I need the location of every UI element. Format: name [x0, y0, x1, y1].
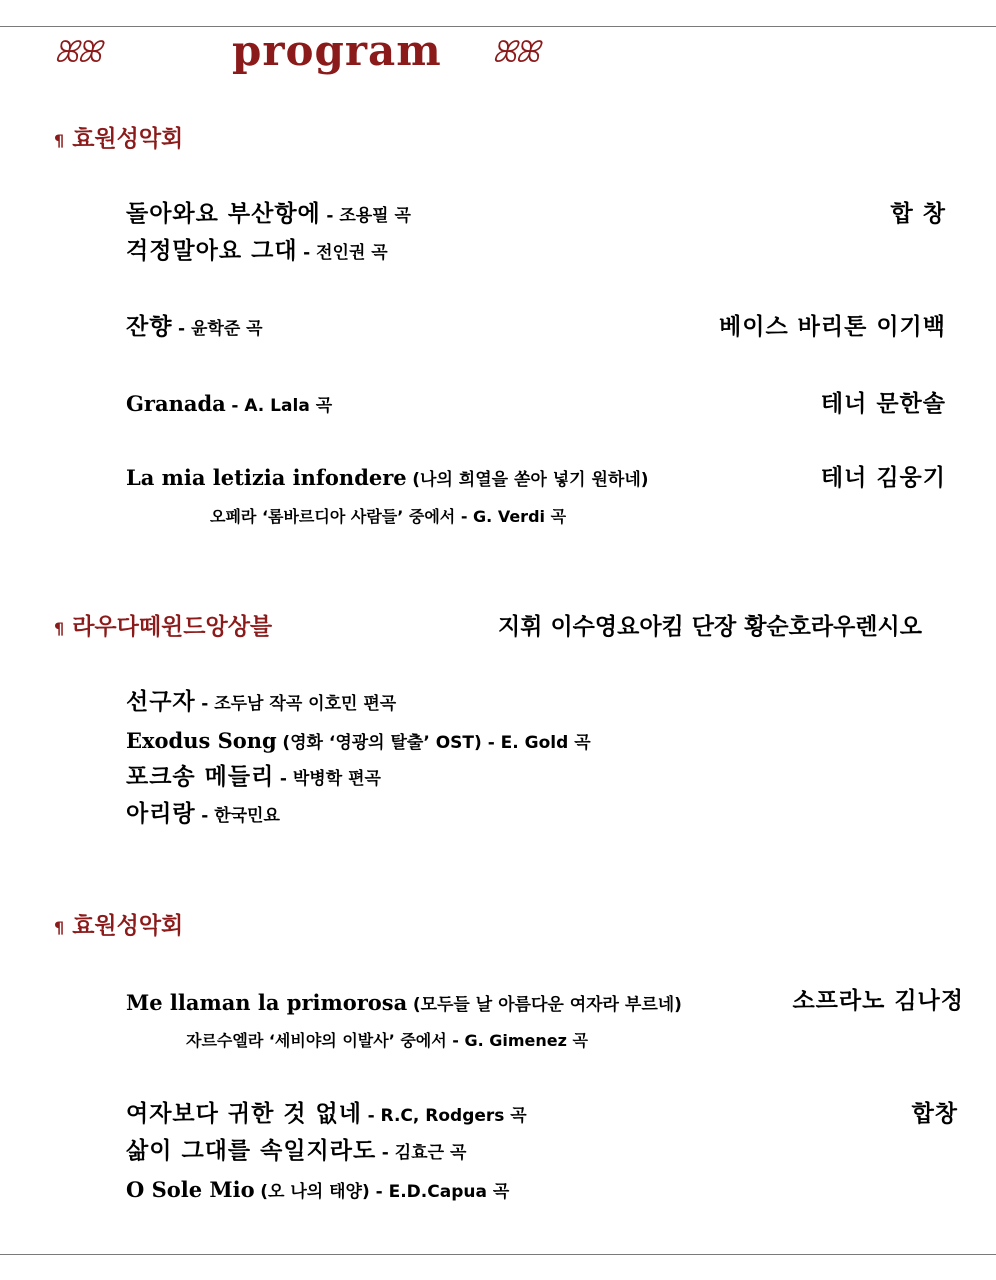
piece-detail: - R.C, Rodgers 곡: [367, 1106, 527, 1126]
program-item: [126, 237, 388, 267]
program-item: [126, 390, 332, 420]
piece-note: 자르수엘라 ‘세비야의 이발사’ 중에서 - G. Gimenez 곡: [186, 1031, 588, 1050]
page-title: program: [232, 26, 442, 75]
piece-detail: - 김효근 곡: [381, 1143, 467, 1163]
piece-title: 걱정말아요 그대: [126, 238, 298, 264]
section-heading-1: [54, 125, 183, 155]
piece-detail: - A. Lala 곡: [231, 396, 333, 416]
piece-detail: - 조용필 곡: [326, 206, 411, 226]
section-name: 효원성악회: [72, 126, 184, 152]
piece-title: 포크송 메들리: [126, 764, 275, 790]
performer: 소프라노 김나정: [792, 988, 964, 1014]
section-name: 효원성악회: [72, 913, 184, 939]
program-item: [126, 200, 411, 230]
program-item: [126, 464, 649, 494]
piece-detail: (모두들 날 아름다운 여자라 부르네): [412, 995, 682, 1015]
pilcrow-icon: ¶: [54, 918, 65, 937]
piece-detail: (영화 ‘영광의 탈출’ OST) - E. Gold 곡: [282, 733, 591, 753]
pilcrow-icon: ¶: [54, 619, 65, 638]
performer: 테너 문한솔: [820, 391, 946, 417]
section-heading-3: [54, 912, 183, 942]
section-heading-2: [54, 613, 272, 643]
program-item: [126, 800, 280, 830]
program-item: [126, 1137, 466, 1167]
piece-detail: - 한국민요: [201, 806, 280, 826]
piece-detail: - 윤학준 곡: [178, 319, 263, 339]
piece-title: Me llaman la primorosa: [126, 990, 408, 1015]
piece-title: O Sole Mio: [126, 1177, 255, 1202]
piece-detail: - 전인권 곡: [303, 243, 388, 263]
ornament-left-icon: ꕤꕤ: [54, 35, 100, 70]
section-name: 라우다떼윈드앙상블: [72, 614, 273, 640]
ornament-right-icon: ꕤꕤ: [492, 35, 538, 70]
piece-detail: (나의 희열을 쏟아 넣기 원하네): [412, 470, 649, 490]
program-item: [126, 1176, 509, 1206]
performer: 베이스 바리톤 이기백: [719, 314, 946, 340]
program-item: [126, 313, 263, 343]
piece-detail: (오 나의 태양) - E.D.Capua 곡: [260, 1182, 510, 1202]
piece-title: 여자보다 귀한 것 없네: [126, 1101, 362, 1127]
program-header: [0, 26, 996, 86]
bottom-divider: [0, 1254, 996, 1255]
program-item: [126, 763, 381, 793]
performer: 합 창: [890, 201, 946, 227]
piece-detail: - 박병학 편곡: [279, 769, 381, 789]
pilcrow-icon: ¶: [54, 131, 65, 150]
piece-title: La mia letizia infondere: [126, 465, 407, 490]
performer: 합창: [911, 1101, 958, 1127]
piece-title: 돌아와요 부산항에: [126, 201, 321, 227]
program-item: [126, 1100, 527, 1130]
program-item: [126, 989, 682, 1019]
piece-title: 잔향: [126, 314, 173, 340]
performer: 테너 김웅기: [820, 465, 946, 491]
piece-detail: - 조두남 작곡 이호민 편곡: [201, 694, 397, 714]
piece-title: Exodus Song: [126, 728, 277, 753]
conductor-info: 지휘 이수영요아킴 단장 황순호라우렌시오: [498, 614, 922, 640]
program-item: [126, 727, 591, 757]
piece-title: 삶이 그대를 속일지라도: [126, 1138, 377, 1164]
program-item: [126, 688, 396, 718]
piece-title: 아리랑: [126, 801, 196, 827]
piece-title: Granada: [126, 391, 226, 416]
piece-title: 선구자: [126, 689, 196, 715]
piece-note: 오페라 ‘롬바르디아 사람들’ 중에서 - G. Verdi 곡: [210, 507, 567, 526]
